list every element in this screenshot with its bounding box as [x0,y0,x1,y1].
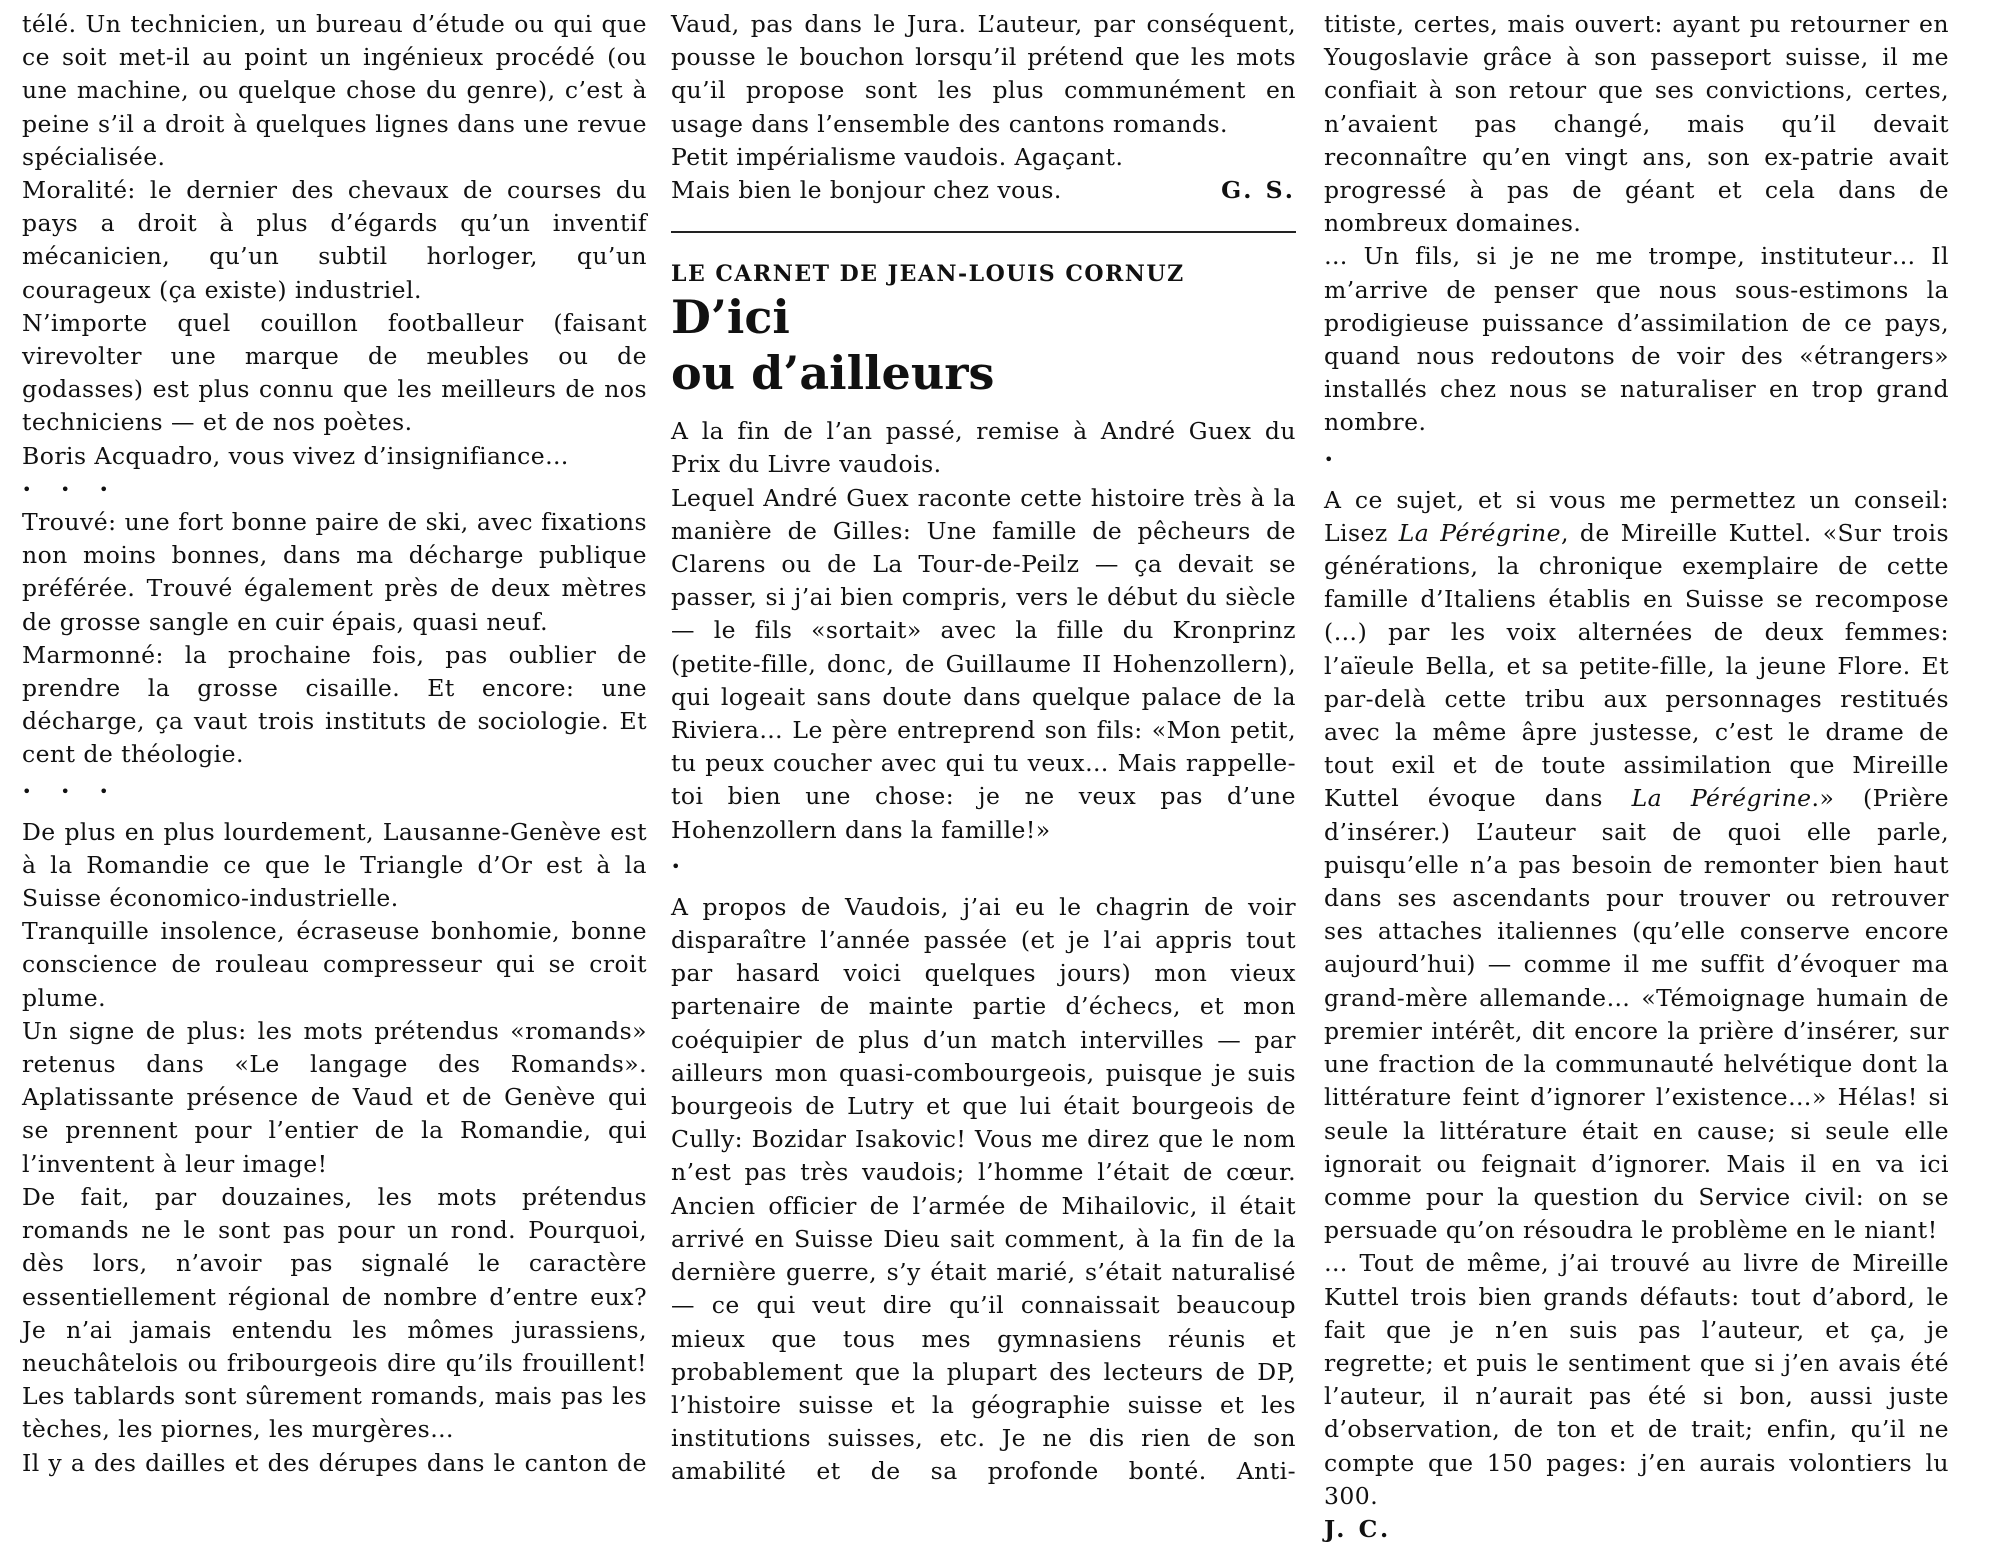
paragraph: Trouvé: une fort bonne paire de ski, avec fixations non moins bonnes, dans ma décharge publique préférée. Trouvé également près de deux mètres de grosse sangle en cuir épais, quasi neuf. [22,508,647,636]
column-right [1324,8,1949,1546]
paragraph: Vaud, pas dans le Jura. L’auteur, par conséquent, pousse le bouchon lorsqu’il prétend que les mots qu’il propose sont les plus communément en usage dans l’ensemble des cantons romands. [671,10,1296,138]
text-run: , de Mireille Kuttel. «Sur trois générations, la chronique exemplaire de cette famille d’Italiens établis en Suisse se recompose (…) par les voix alternées de deux femmes: l’aïeule Bella, et sa petite-fille, la jeune Flore. Et par-delà cette tribu aux personnages restitués avec la même âpre justesse, c’est le drame de tout exil et de toute assimilation que Mireille Kuttel évoque dans [1324,518,1950,813]
section-divider [671,231,1296,233]
paragraph: télé. Un technicien, un bureau d’étude ou qui que ce soit met-il au point un ingénieux procédé (ou une machine, ou quelque chose du genre), c’est à peine s’il a droit à quelques lignes dans une revue spécialisée. [22,10,647,171]
paragraph: A propos de Vaudois, j’ai eu le chagrin de voir disparaître l’année passée (et je l’ai appris tout par hasard voici quelques jours) mon vieux partenaire de mainte partie d’échecs, et mon coéquipier de plus d’un match intervilles — par ailleurs mon quasi-combourgeois, puisque je suis bourgeois de Lutry et que lui était bourgeois de Cully: Bozidar Isakovic! Vous me direz que le nom n’est pas très vaudois; l’homme l’était de cœur. Ancien officier de l’armée de Mihailovic, il était arrivé en Suisse Dieu sait comment, à la fin de la dernière guerre, s’y était marié, s’était naturalisé — ce qui veut dire qu’il connaissait beaucoup mieux que tous mes gymnasiens réunis et probablement que la plupart des lecteurs de DP, l’histoire suisse et la géographie suisse et les institutions suisses, etc. Je ne dis rien de son amabilité et de sa profonde bonté. Anti- [671,892,1296,1486]
column-middle [671,8,1296,1489]
column-kicker: LE CARNET DE JEAN-LOUIS CORNUZ [671,261,1185,288]
article-headline [671,289,1296,401]
headline-line-1: D’ici [671,290,790,345]
paragraph: … Un fils, si je ne me trompe, instituteur… Il m’arrive de penser que nous sous-estimons la prodigieuse puissance d’assimilation de ce pays, quand nous redoutons de voir des «étrangers» installés chez nous se naturaliser en trop grand nombre. [1324,242,1949,437]
paragraph: Marmonné: la prochaine fois, pas oublier de prendre la grosse cisaille. Et encore: une décharge, ça vaut trois instituts de sociologie. Et cent de théologie. [22,640,647,769]
text-run: .» (Prière d’insérer.) L’auteur sait de quoi elle parle, puisqu’elle n’a pas besoin de remonter bien haut dans ses ascendants pour trouver ou retrouver ses attaches italiennes (qu’elle conserve encore aujourd’hui) — comme il me suffit d’évoquer ma grand-mère allemande… «Témoignage humain de premier intérêt, dit encore la prière d’insérer, sur une fraction de la communauté helvétique dont la littérature feint d’ignorer l’existence…» Hélas! si seule la littérature était en cause; si seule elle ignorait ou feignait d’ignorer. Mais il en va ici comme pour la question du Service civil: on se persuade qu’on résoudra le problème en le niant! [1324,784,1949,1245]
author-signature: G. S. [1221,176,1296,205]
paragraph: Boris Acquadro, vous vivez d’insignifiance… [22,441,570,470]
paragraph [1324,484,1949,1248]
paragraph: Lequel André Guex raconte cette histoire très à la manière de Gilles: Une famille de pêcheurs de Clarens ou de La Tour-de-Peilz — ça devait se passer, si j’ai bien compris, vers le début du siècle — le fils «sortait» avec la fille du Kronprinz (petite-fille, donc, de Guillaume II Hohenzollern), qui logeait sans doute dans quelque palace de la Riviera… Le père entreprend son fils: «Mon petit, tu peux coucher avec qui tu veux… Mais rappelle-toi bien une chose: je ne veux pas d’une Hohenzollern dans la famille!» [671,483,1296,844]
paragraph: Petit impérialisme vaudois. Agaçant. [671,142,1124,171]
paragraph: De plus en plus lourdement, Lausanne-Genève est à la Romandie ce que le Triangle d’Or est à la Suisse économico-industrielle. [22,817,647,913]
paragraph: N’importe quel couillon footballeur (faisant virevolter une marque de meubles ou de godasses) est plus connu que les meilleurs de nos techniciens — et de nos poètes. [22,308,647,437]
book-title: La Pérégrine [1398,518,1561,547]
section-separator: • [671,856,693,876]
paragraph: … Tout de même, j’ai trouvé au livre de Mireille Kuttel trois bien grands défauts: tout d’abord, le fait que je n’en suis pas l’auteur, et ça, je regrette; et puis le sentiment que si j’en avais été l’auteur, il n’aurait pas été si bon, aussi juste d’observation, de ton et de trait; enfin, qu’il ne compte que 150 pages: j’en aurais volontiers lu 300. [1324,1249,1949,1510]
paragraph: Il y a des dailles et des dérupes dans le canton de [22,1448,647,1477]
section-separator: • • • [22,479,121,499]
headline-line-2: ou d’ailleurs [671,346,995,401]
paragraph: Tranquille insolence, écraseuse bonhomie, bonne conscience de rouleau compresseur qui se croit plume. [22,917,647,1012]
text-run: A ce sujet, et si vous me permettez un conseil: Lisez [1324,485,1949,547]
paragraph: Un signe de plus: les mots prétendus «romands» retenus dans «Le langage des Romands». Aplatissante présence de Vaud et de Genève qui se prennent pour l’entier de la Romandie, qui l’inventent à leur image! [22,1016,647,1178]
paragraph: Moralité: le dernier des chevaux de courses du pays a droit à plus d’égards qu’un inventif mécanicien, qu’un subtil horloger, qu’un courageux (ça existe) industriel. [22,176,647,304]
closing-text: Mais bien le bonjour chez vous. [671,176,1062,205]
paragraph: A la fin de l’an passé, remise à André Guex du Prix du Livre vaudois. [671,417,1296,479]
author-signature: J. C. [1324,1514,1392,1543]
paragraph: titiste, certes, mais ouvert: ayant pu retourner en Yougoslavie grâce à son passeport suisse, il me confiait à son retour que ses convictions, certes, n’avaient pas changé, mais qu’il devait reconnaître qu’en vingt ans, son ex-patrie avait progressé à pas de géant et cela dans de nombreux domaines. [1324,10,1949,238]
section-separator: • [1324,449,1346,469]
paragraph: De fait, par douzaines, les mots prétendus romands ne le sont pas pour un rond. Pourquoi, dès lors, n’avoir pas signalé le caractère essentiellement régional de nombre d’entre eux? Je n’ai jamais entendu les mômes jurassiens, neuchâtelois ou fribourgeois dire qu’ils frouillent! Les tablards sont sûrement romands, mais pas les tèches, les piornes, les murgères… [22,1182,647,1444]
section-separator: • • • [22,781,121,801]
closing-line [671,174,1296,207]
column-left [22,8,647,1480]
book-title: La Pérégrine [1631,784,1812,813]
